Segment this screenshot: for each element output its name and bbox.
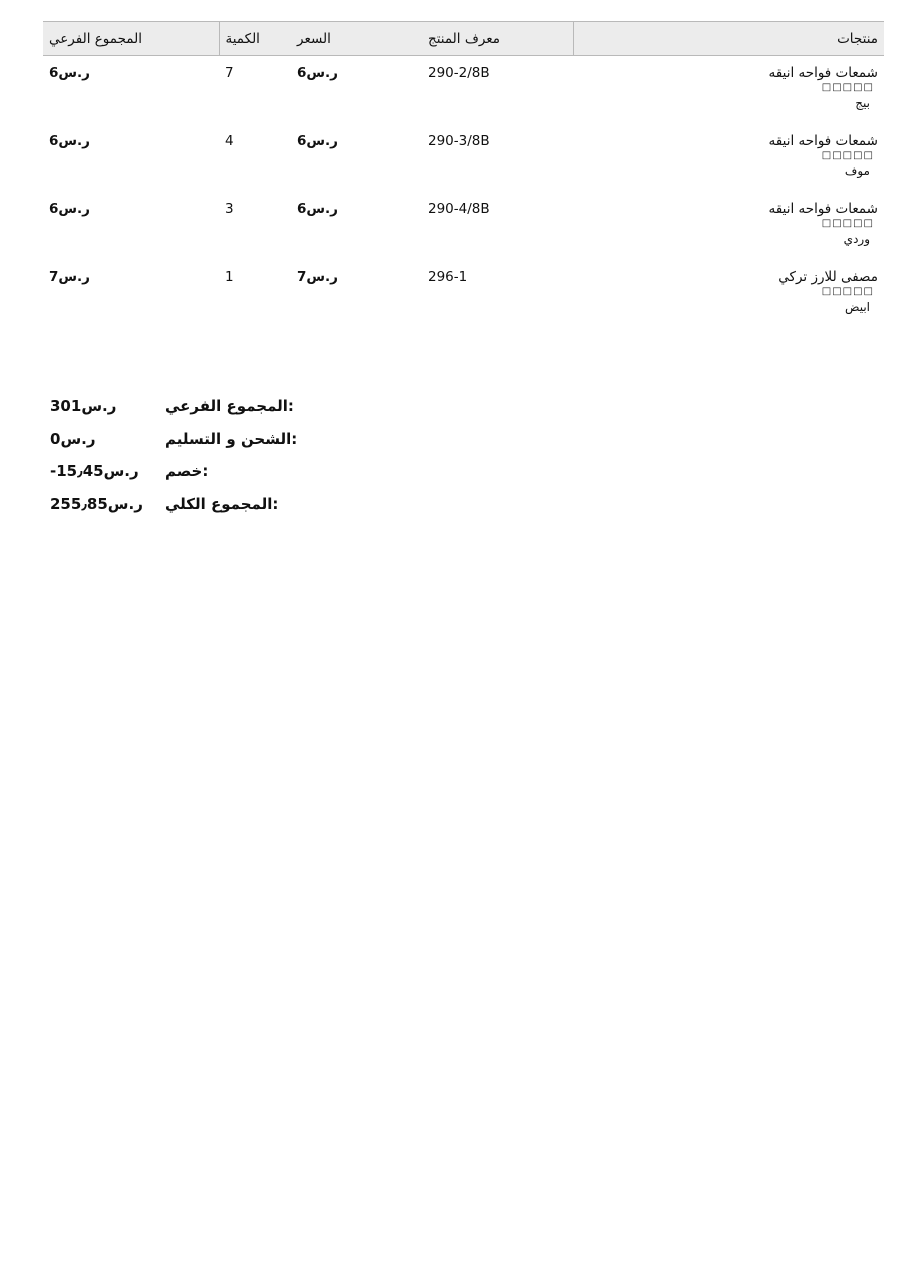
table-header-row — [43, 22, 884, 56]
row-quantity: 1 — [225, 268, 234, 285]
header-products: منتجات — [573, 22, 884, 56]
discount-label: خصم: — [165, 462, 209, 480]
header-price: السعر — [291, 22, 422, 56]
header-subtotal: المجموع الفرعي — [43, 22, 219, 56]
header-quantity: الكمية — [219, 22, 291, 56]
row-subtotal: 7ر.س — [49, 268, 90, 285]
row-product-id: 290-4/8B — [428, 200, 490, 217]
row-quantity: 4 — [225, 132, 234, 149]
table-row — [43, 192, 884, 260]
discount-value: -15٫45ر.س — [50, 462, 139, 480]
row-price: 7ر.س — [297, 268, 338, 285]
row-product-id: 296-1 — [428, 268, 468, 285]
row-product-id: 290-3/8B — [428, 132, 490, 149]
variant-attribute-missing-glyphs: □□□□□ — [821, 82, 874, 93]
total-label: المجموع الكلي: — [165, 494, 279, 513]
row-quantity: 7 — [225, 65, 234, 81]
row-product — [573, 124, 884, 192]
row-price: 6ر.س — [297, 132, 338, 149]
table-row — [43, 56, 884, 124]
product-name: شمعات فواحه انيقه — [768, 200, 878, 217]
total-value: 255٫85ر.س — [50, 494, 143, 513]
row-subtotal: 6ر.س — [49, 65, 90, 81]
variant-value: موف — [844, 163, 870, 178]
subtotal-label: المجموع الفرعي: — [165, 397, 294, 415]
order-items-table — [43, 21, 884, 328]
variant-attribute-missing-glyphs: □□□□□ — [821, 285, 874, 297]
variant-value: بيج — [855, 96, 870, 110]
shipping-label: الشحن و التسليم: — [165, 429, 298, 448]
table-row — [43, 260, 884, 328]
row-product — [573, 56, 884, 124]
header-product-id: معرف المنتج — [422, 22, 573, 56]
shipping-value: 0ر.س — [50, 429, 96, 448]
product-name: شمعات فواحه انيقه — [768, 65, 878, 81]
table-row — [43, 124, 884, 192]
subtotal-value: 301ر.س — [50, 397, 117, 415]
row-product — [573, 260, 884, 328]
variant-value: ابيض — [845, 299, 870, 314]
row-product-id: 290-2/8B — [428, 65, 490, 81]
product-name: مصفى للارز تركي — [778, 268, 878, 285]
variant-value: وردي — [843, 231, 870, 246]
row-quantity: 3 — [225, 200, 234, 217]
variant-attribute-missing-glyphs: □□□□□ — [821, 217, 874, 229]
row-subtotal: 6ر.س — [49, 200, 90, 217]
row-price: 6ر.س — [297, 200, 338, 217]
row-subtotal: 6ر.س — [49, 132, 90, 149]
row-product — [573, 192, 884, 260]
variant-attribute-missing-glyphs: □□□□□ — [821, 149, 874, 161]
product-name: شمعات فواحه انيقه — [768, 132, 878, 149]
row-price: 6ر.س — [297, 65, 338, 81]
